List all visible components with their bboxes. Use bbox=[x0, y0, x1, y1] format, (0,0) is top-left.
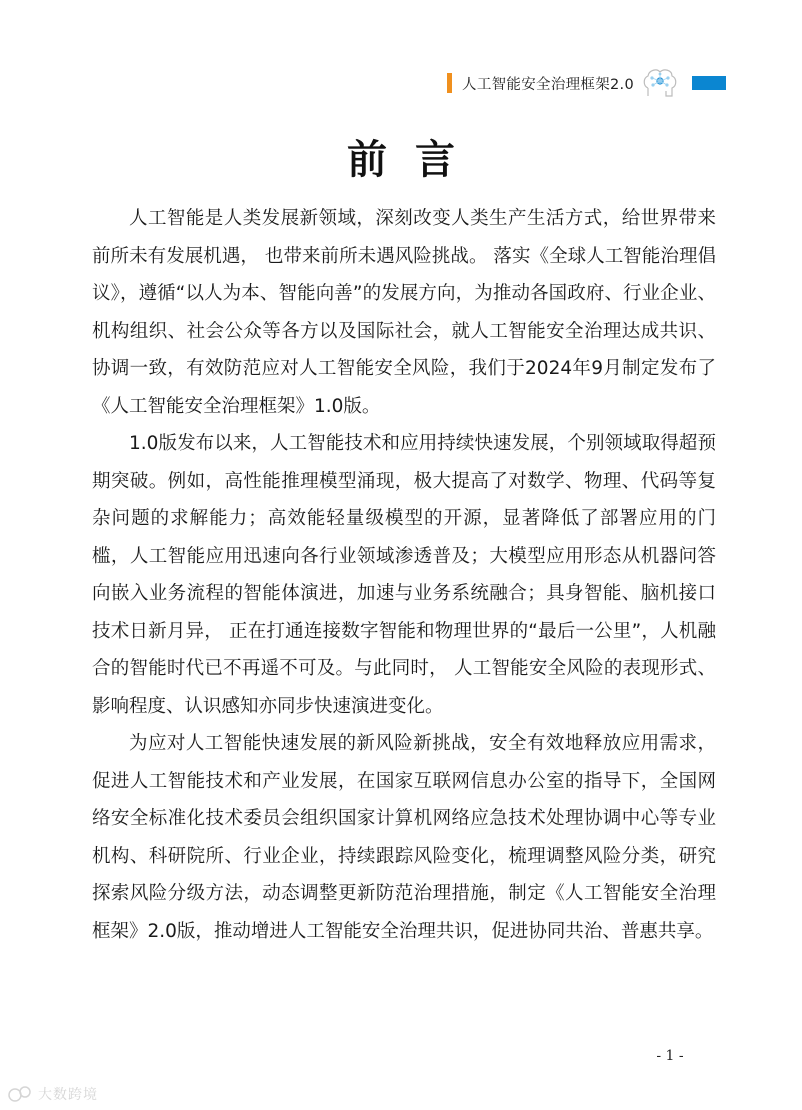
page-header bbox=[447, 68, 726, 98]
watermark-text: 大数跨境 bbox=[38, 1087, 98, 1103]
paragraph-3: 为应对人工智能快速发展的新风险新挑战，安全有效地释放应用需求，促进人工智能技术和产业发展，在国家互联网信息办公室的指导下，全国网络安全标准化技术委员会组织国家计算机网络应急技术处理协调中心等专业机构、科研院所、行业企业，持续跟踪风险变化，梳理调整风险分类，研究探索风险分级方法，动态调整更新防范治理措施，制定《人工智能安全治理框架》2.0版，推动增进人工智能安全治理共识，促进协同共治、普惠共享。 bbox=[92, 733, 716, 942]
watermark-logo-icon bbox=[8, 1085, 34, 1103]
page-number: - 1 - bbox=[656, 1048, 684, 1064]
paragraph-2: 1.0版发布以来，人工智能技术和应用持续快速发展，个别领域取得超预期突破。例如，高性能推理模型涌现，极大提高了对数学、物理、代码等复杂问题的求解能力；高效能轻量级模型的开源，显著降低了部署应用的门槛，人工智能应用迅速向各行业领域渗透普及；大模型应用形态从机器问答向嵌入业务流程的智能体演进，加速与业务系统融合；具身智能、脑机接口技术日新月异， 正在打通连接数字智能和物理世界的“最后一公里”，人机融合的智能时代已不再遥不可及。与此同时， 人工智能安全风险的表现形式、影响程度、认识感知亦同步快速演进变化。 bbox=[92, 433, 716, 717]
paragraph-1: 人工智能是人类发展新领域，深刻改变人类生产生活方式，给世界带来前所未有发展机遇， 也带来前所未遇风险挑战。 落实《全球人工智能治理倡议》，遵循“以人为本、智能向善”的发展方向，为推动各国政府、行业企业、机构组织、社会公众等各方以及国际社会，就人工智能安全治理达成共识、协调一致，有效防范应对人工智能安全风险，我们于2024年9月制定发布了《人工智能安全治理框架》1.0版。 bbox=[92, 208, 716, 417]
header-blue-bar bbox=[692, 76, 726, 90]
watermark bbox=[8, 1084, 98, 1104]
brain-circuit-icon bbox=[640, 66, 680, 100]
body-text bbox=[92, 200, 716, 950]
header-title: 人工智能安全治理框架2.0 bbox=[462, 76, 634, 93]
header-accent-bar bbox=[447, 73, 452, 93]
page-title: 前言 bbox=[347, 136, 483, 183]
